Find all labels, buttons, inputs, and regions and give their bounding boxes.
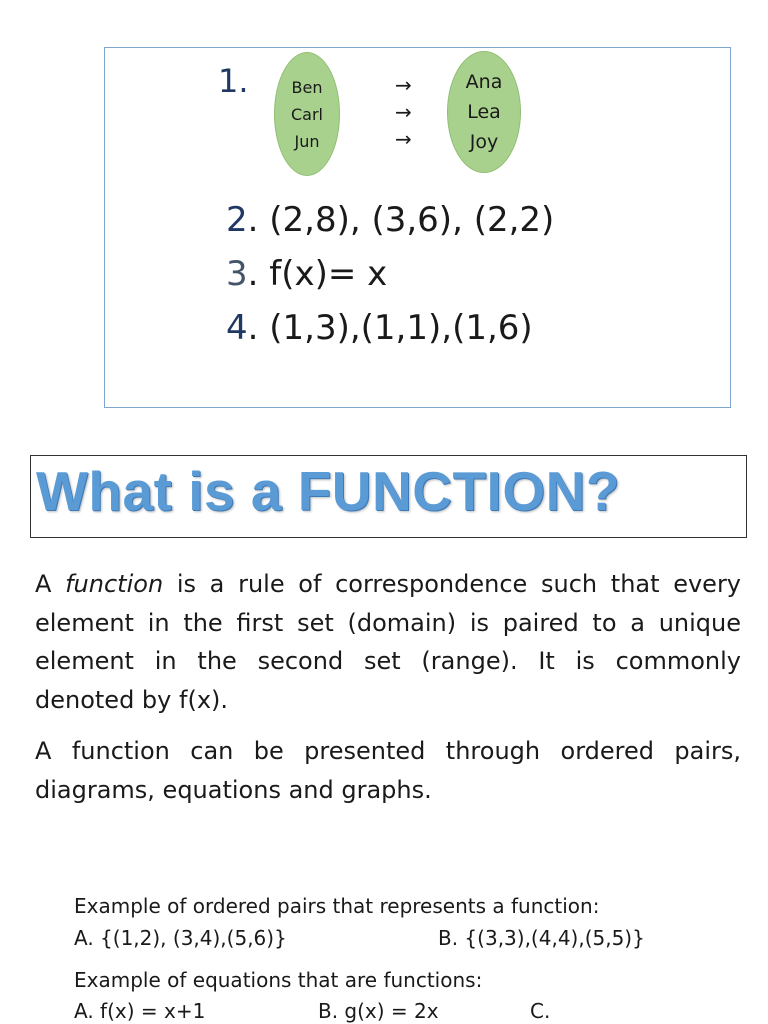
page-title: What is a FUNCTION? (36, 460, 620, 522)
presentation-paragraph: A function can be presented through ordered pairs, diagrams, equations and graphs. (35, 737, 741, 804)
range-oval (447, 51, 521, 173)
ordered-pairs-b: B. {(3,3),(4,4),(5,5)} (438, 926, 645, 950)
definition-paragraph (35, 565, 741, 719)
equation-a: A. f(x) = x+1 (74, 999, 206, 1023)
ordered-pairs-a: A. {(1,2), (3,4),(5,6)} (74, 926, 287, 950)
list-item-3 (226, 254, 387, 294)
domain-element: Ben (291, 77, 323, 97)
list-item-4 (226, 308, 533, 348)
list-number: 2 (226, 200, 248, 240)
list-text: . (2,8), (3,6), (2,2) (247, 200, 555, 240)
list-text: . f(x)= x (247, 254, 388, 294)
list-number: 4 (226, 308, 248, 348)
list-number: 3 (226, 254, 248, 294)
definition-term: function (65, 570, 164, 598)
list-item-2 (226, 200, 554, 240)
definition-text: is a rule of correspondence such that every element in the first set (domain) is paired to a unique element in the second set (range). It is commonly denoted by f(x). (35, 570, 742, 714)
equation-b: B. g(x) = 2x (318, 999, 439, 1023)
domain-element: Jun (294, 131, 320, 151)
ordered-pairs-heading: Example of ordered pairs that represents a function: (74, 894, 600, 918)
range-element: Ana (465, 71, 503, 93)
item-1-number: 1. (218, 62, 249, 100)
mapping-arrows (395, 72, 412, 153)
arrow-icon: → (395, 127, 412, 151)
domain-oval (274, 52, 340, 176)
domain-element: Carl (291, 104, 323, 124)
equation-c: C. (530, 999, 551, 1023)
list-text: . (1,3),(1,1),(1,6) (247, 308, 533, 348)
arrow-icon: → (395, 73, 412, 97)
range-element: Joy (469, 131, 499, 153)
definition-lead: A (35, 570, 66, 598)
arrow-icon: → (395, 100, 412, 124)
equations-heading: Example of equations that are functions: (74, 968, 483, 992)
range-element: Lea (467, 101, 501, 123)
